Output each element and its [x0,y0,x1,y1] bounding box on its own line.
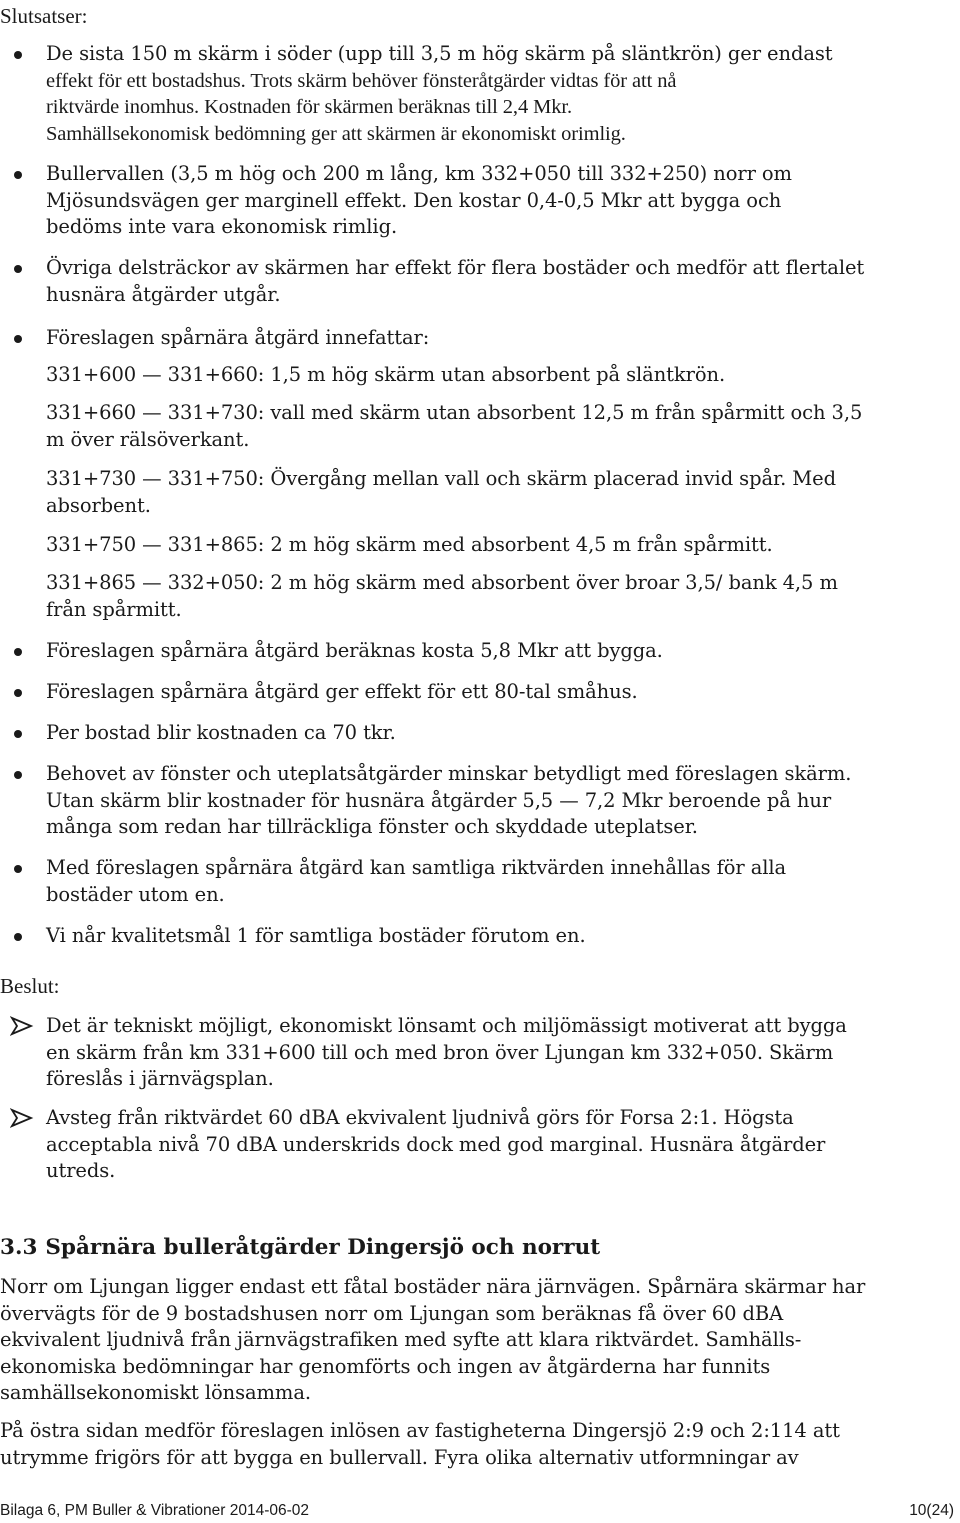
section-entry [46,532,926,559]
text-line: De sista 150 m skärm i söder (upp till 3,5 m hög skärm på släntkrön) ger endast [46,42,833,65]
bullet-icon [14,171,22,179]
text-line: Norr om Ljungan ligger endast ett fåtal bostäder nära järnvägen. Spårnära skärmar har [0,1275,866,1298]
text-line: acceptabla nivå 70 dBA underskrids dock med god marginal. Husnära åtgärder [46,1132,826,1156]
text-line: Föreslagen spårnära åtgärd beräknas kosta 5,8 Mkr att bygga. [46,639,663,662]
text-line: 331+865 — 332+050: 2 m hög skärm med absorbent över broar 3,5/ bank 4,5 m [46,571,838,594]
text-line: övervägts för de 9 bostadshusen norr om Ljungan som beräknas få över 60 dBA [0,1301,784,1325]
bullet-icon [14,730,22,738]
list-item [46,923,926,950]
section-number: 3.3 [0,1235,38,1260]
footer-document-info: Bilaga 6, PM Buller & Vibrationer 2014-06-02 [0,1502,310,1519]
list-item [46,638,926,665]
beslut-label: Beslut: [0,974,60,998]
bullet-icon [14,335,22,343]
text-line: från spårmitt. [46,597,182,621]
bullet-icon [14,771,22,779]
text-line: föreslås i järnvägsplan. [46,1067,274,1090]
text-line: absorbent. [46,493,151,517]
list-item [46,255,926,308]
bullet-icon [14,865,22,873]
text-line: 331+600 — 331+660: 1,5 m hög skärm utan absorbent på släntkrön. [46,363,726,386]
section-entry [46,362,926,389]
text-line: Behovet av fönster och uteplatsåtgärder minskar betydligt med föreslagen skärm. [46,762,852,785]
text-line: bedöms inte vara ekonomisk rimlig. [46,215,398,238]
text-line: Samhällsekonomisk bedömning ger att skärmen är ekonomiskt orimlig. [46,122,626,145]
bullet-icon [14,933,22,941]
list-item [46,855,926,908]
bullet-icon [14,51,22,59]
footer-page-number: 10(24) [909,1502,954,1519]
text-line: husnära åtgärder utgår. [46,282,281,306]
section-entry [46,466,926,519]
text-line: Med föreslagen spårnära åtgärd kan samtliga riktvärden innehållas för alla [46,856,787,879]
text-line: samhällsekonomiskt lönsamma. [0,1381,311,1404]
arrow-bullet-icon [10,1108,34,1128]
text-line: bostäder utom en. [46,882,225,906]
section-entry [46,570,926,623]
list-item [46,679,926,706]
text-line: Bullervallen (3,5 m hög och 200 m lång, km 332+050 till 332+250) norr om [46,162,792,185]
text-line: 331+750 — 331+865: 2 m hög skärm med absorbent 4,5 m från spårmitt. [46,533,773,556]
bullet-icon [14,689,22,697]
bullet-icon [14,648,22,656]
list-item [46,1013,926,1093]
text-line: 331+660 — 331+730: vall med skärm utan absorbent 12,5 m från spårmitt och 3,5 [46,401,863,424]
list-item [46,1105,926,1185]
text-line: ekonomiska bedömningar har genomförts och ingen av åtgärderna har funnits [0,1354,771,1378]
text-line: På östra sidan medför föreslagen inlösen av fastigheterna Dingersjö 2:9 och 2:114 att [0,1419,840,1442]
text-line: Per bostad blir kostnaden ca 70 tkr. [46,721,396,744]
list-item [46,761,926,841]
arrow-bullet-icon [10,1016,34,1036]
text-line: effekt för ett bostadshus. Trots skärm behöver fönsteråtgärder vidtas för att nå [46,69,677,92]
section-title: Spårnära bulleråtgärder Dingersjö och norrut [45,1235,601,1260]
text-line: en skärm från km 331+600 till och med bron över Ljungan km 332+050. Skärm [46,1040,834,1064]
list-item [46,41,926,147]
text-line: många som redan har tillräckliga fönster och skyddade uteplatser. [46,815,698,838]
list-item [46,325,926,352]
text-line: utreds. [46,1159,116,1182]
text-line: Föreslagen spårnära åtgärd ger effekt för ett 80-tal småhus. [46,680,638,703]
text-line: 331+730 — 331+750: Övergång mellan vall och skärm placerad invid spår. Med [46,467,836,490]
bullet-icon [14,265,22,273]
text-line: m över rälsöverkant. [46,427,250,451]
section-heading [0,1234,600,1262]
text-line: riktvärde inomhus. Kostnaden för skärmen beräknas till 2,4 Mkr. [46,96,573,118]
text-line: Mjösundsvägen ger marginell effekt. Den kostar 0,4-0,5 Mkr att bygga och [46,188,782,212]
text-line: Övriga delsträckor av skärmen har effekt för flera bostäder och medför att flertalet [46,256,865,279]
list-item [46,720,926,747]
text-line: utrymme frigörs för att bygga en bullervall. Fyra olika alternativ utformningar av [0,1445,799,1469]
body-paragraph [0,1418,900,1471]
text-line: Föreslagen spårnära åtgärd innefattar: [46,326,430,349]
body-paragraph [0,1274,900,1407]
text-line: Utan skärm blir kostnader för husnära åtgärder 5,5 — 7,2 Mkr beroende på hur [46,788,832,812]
text-line: Det är tekniskt möjligt, ekonomiskt lönsamt och miljömässigt motiverat att bygga [46,1014,847,1037]
text-line: Vi når kvalitetsmål 1 för samtliga bostäder förutom en. [46,924,586,947]
text-line: ekvivalent ljudnivå från järnvägstrafiken med syfte att klara riktvärdet. Samhälls- [0,1328,802,1351]
slutsatser-label: Slutsatser: [0,4,88,28]
section-entry [46,400,926,453]
text-line: Avsteg från riktvärdet 60 dBA ekvivalent ljudnivå görs för Forsa 2:1. Högsta [46,1106,794,1129]
list-item [46,161,926,241]
